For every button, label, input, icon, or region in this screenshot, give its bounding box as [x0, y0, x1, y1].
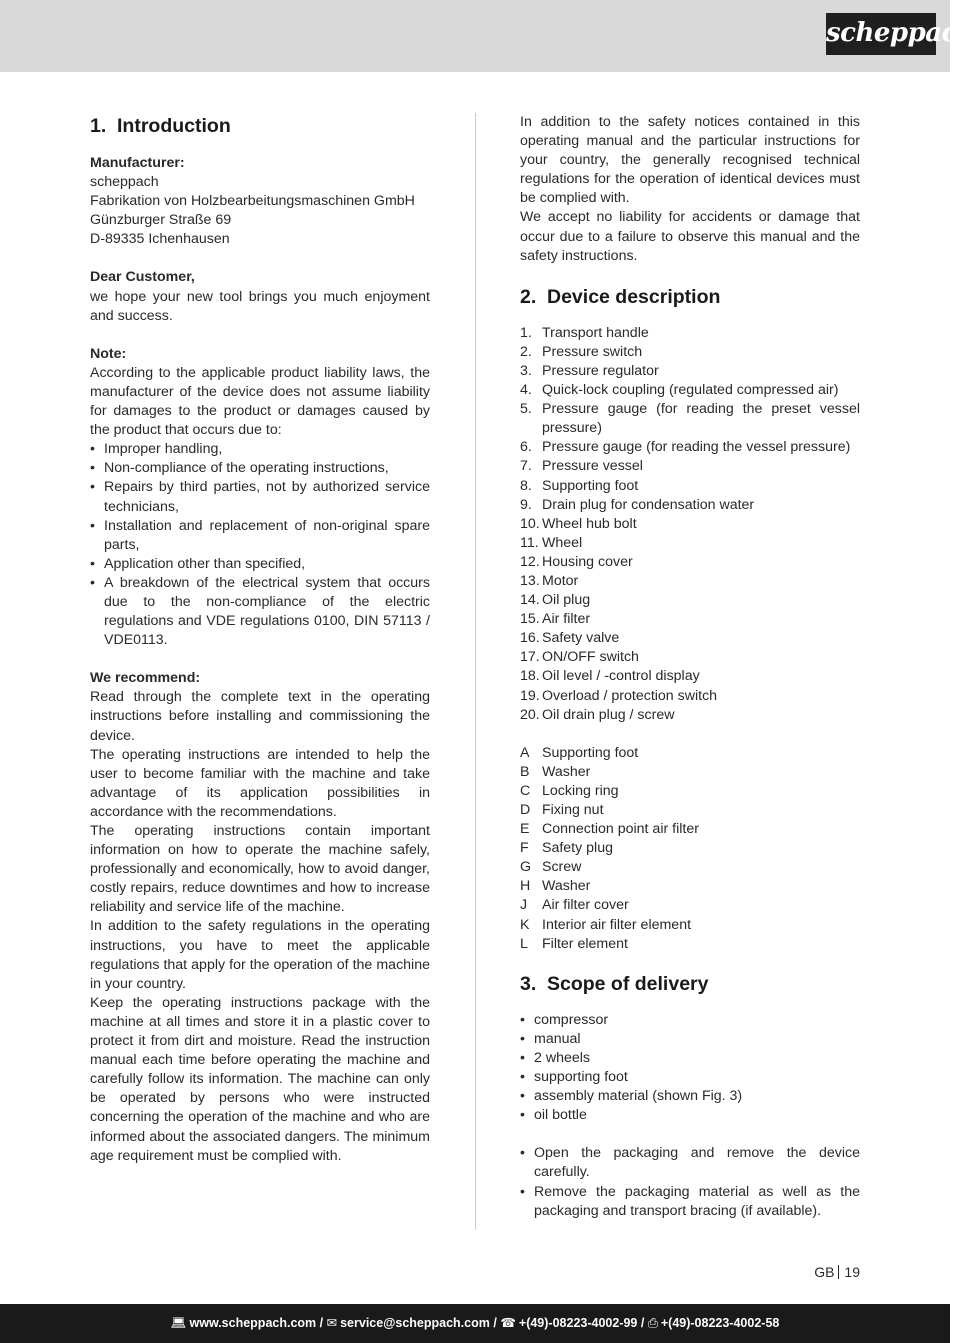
list-item-text: ON/OFF switch — [542, 649, 639, 666]
list-item — [520, 553, 860, 572]
phone-number: +(49)-08223-4002-99 — [518, 1316, 638, 1330]
header-bar — [0, 0, 975, 72]
list-item-marker: 15. — [520, 611, 540, 628]
list-item-marker: 19. — [520, 687, 540, 704]
list-item-text: Locking ring — [542, 782, 619, 799]
note-text: According to the applicable product liability laws, the manufacturer of the device does not assume liability for damages to the product or damages caused by the product that occurs due to: — [90, 364, 430, 439]
computer-icon: 💻︎ — [170, 1316, 187, 1330]
section-heading-introduction: 1. Introduction — [90, 115, 231, 137]
manufacturer-label: Manufacturer: — [90, 155, 185, 171]
list-item-text: Screw — [542, 859, 582, 876]
footer-separator: / — [319, 1316, 324, 1330]
list-item: • oil bottle — [520, 1106, 860, 1125]
list-item-text: Washer — [542, 763, 591, 780]
list-item — [520, 648, 860, 667]
list-item-marker: J — [520, 897, 528, 914]
unpacking-steps-list — [520, 1144, 860, 1220]
list-item-marker: 12. — [520, 553, 540, 570]
list-item-marker: 9. — [520, 496, 532, 513]
page-number-separator — [838, 1265, 839, 1279]
list-item-marker: 7. — [520, 458, 532, 475]
list-item — [520, 572, 860, 591]
list-item-marker: K — [520, 916, 530, 933]
list-item-text: Washer — [542, 878, 591, 895]
list-item-text: Connection point air filter — [542, 821, 699, 838]
letter-parts-list — [520, 744, 860, 954]
list-item-marker: A — [520, 744, 530, 761]
section-heading-device-description: 2. Device description — [520, 285, 721, 308]
list-item: • compressor — [520, 1011, 860, 1030]
list-item — [520, 820, 860, 839]
list-item-text: Safety plug — [542, 840, 613, 857]
list-item-text: Safety valve — [542, 630, 620, 647]
list-item-text: Oil level / -control display — [542, 668, 700, 685]
list-item — [520, 381, 860, 400]
list-item-marker: 18. — [520, 668, 540, 685]
list-item — [520, 343, 860, 362]
list-item-text: Air filter — [542, 611, 591, 628]
list-item — [520, 610, 860, 629]
list-item — [520, 438, 860, 457]
footer-separator: / — [640, 1316, 645, 1330]
note-bullet-list — [90, 440, 430, 650]
brand-logo: scheppach — [826, 13, 936, 55]
envelope-icon: ✉ — [326, 1316, 338, 1330]
list-item — [520, 858, 860, 877]
recommend-label: We recommend: — [90, 670, 201, 687]
list-item-marker: 14. — [520, 592, 540, 609]
website-link[interactable]: www.scheppach.com — [189, 1316, 317, 1330]
list-item-marker: H — [520, 878, 531, 895]
list-item — [520, 896, 860, 915]
list-item: • 2 wheels — [520, 1049, 860, 1068]
list-item-marker: 13. — [520, 572, 540, 589]
footer-separator: / — [493, 1316, 497, 1330]
list-item — [520, 687, 860, 706]
email-link[interactable]: service@scheppach.com — [340, 1316, 490, 1330]
list-item: • Installation and replacement of non-original spare parts, — [90, 517, 430, 555]
list-item: • Non-compliance of the operating instructions, — [90, 459, 430, 478]
list-item — [520, 324, 860, 343]
note-label: Note: — [90, 345, 127, 362]
list-item-text: Wheel — [542, 534, 583, 551]
list-item-text: Pressure switch — [542, 343, 643, 360]
recommend-paragraph: Read through the complete text in the operating instructions before installing and commissioning the device. — [90, 689, 430, 744]
list-item-marker: B — [520, 763, 530, 780]
manufacturer-line: scheppach — [90, 174, 159, 191]
list-item — [520, 591, 860, 610]
list-item — [520, 477, 860, 496]
list-item-text: Pressure gauge (for reading the vessel pressure) — [542, 439, 851, 456]
list-item-marker: C — [520, 782, 531, 799]
list-item-text: Transport handle — [542, 324, 649, 341]
list-item-marker: 4. — [520, 382, 532, 399]
fax-number: +(49)-08223-4002-58 — [660, 1316, 780, 1330]
liability-paragraph: We accept no liability for accidents or damage that occur due to a failure to observe this manual and the safety instructions. — [520, 209, 860, 264]
list-item: • Improper handling, — [90, 440, 430, 459]
recommend-paragraph: Keep the operating instructions package with the machine at all times and store it in a plastic cover to protect it from dirt and moisture. Read the instruction manual each time before operating the machine and carefully follow its information. The machine can only be operated by persons who were instructed concerning the operation of the machine and who are informed about the associated dangers. The minimum age requirement must be complied with. — [90, 994, 430, 1164]
list-item-marker: 16. — [520, 630, 540, 647]
list-item — [520, 877, 860, 896]
list-item — [520, 801, 860, 820]
list-item — [520, 534, 860, 553]
list-item-text: Pressure gauge (for reading the preset vessel pressure) — [542, 401, 860, 437]
list-item-text: Housing cover — [542, 553, 633, 570]
list-item: • Remove the packaging material as well as the packaging and transport bracing (if available). — [520, 1183, 860, 1221]
right-column — [520, 113, 860, 1221]
dear-customer-text: we hope your new tool brings you much enjoyment and success. — [90, 288, 430, 324]
list-item: • Open the packaging and remove the device carefully. — [520, 1144, 860, 1182]
list-item-text: Oil drain plug / screw — [542, 706, 675, 723]
list-item — [520, 362, 860, 381]
recommend-paragraph: The operating instructions contain important information on how to operate the machine safely, professionally and economically, how to avoid danger, costly repairs, reduce downtimes and how to increase reliability and service life of the machine. — [90, 823, 430, 916]
manufacturer-line: D-89335 Ichenhausen — [90, 231, 230, 248]
recommend-paragraph: In addition to the safety regulations in the operating instructions, you have to meet the applicable regulations that apply for the operation of the machine in your country. — [90, 918, 430, 992]
list-item — [520, 782, 860, 801]
list-item-text: Overload / protection switch — [542, 687, 718, 704]
list-item-marker: 20. — [520, 706, 540, 723]
list-item-marker: 1. — [520, 324, 532, 341]
list-item: • assembly material (shown Fig. 3) — [520, 1087, 860, 1106]
list-item — [520, 629, 860, 648]
list-item-text: Drain plug for condensation water — [542, 496, 755, 513]
list-item-marker: 11. — [520, 534, 539, 551]
list-item — [520, 916, 860, 935]
list-item-text: Filter element — [542, 935, 628, 952]
list-item-marker: D — [520, 802, 531, 818]
list-item — [520, 935, 860, 954]
list-item-text: Oil plug — [542, 592, 591, 609]
manufacturer-line: Fabrikation von Holzbearbeitungsmaschinen GmbH — [90, 193, 415, 210]
list-item-text: Air filter cover — [542, 897, 629, 914]
list-item — [520, 839, 860, 858]
list-item-marker: 2. — [520, 343, 532, 360]
recommend-paragraph: The operating instructions are intended to help the user to become familiar with the machine and take advantage of its application possibilities in accordance with the recommendations. — [90, 746, 430, 820]
list-item-text: Pressure regulator — [542, 362, 659, 379]
left-column — [90, 113, 430, 1166]
list-item — [520, 515, 860, 534]
column-divider — [475, 113, 476, 1230]
list-item-marker: 6. — [520, 439, 532, 456]
list-item-text: Wheel hub bolt — [542, 515, 637, 532]
page-number-value: 19 — [844, 1264, 860, 1280]
list-item — [520, 400, 860, 438]
list-item-marker: G — [520, 859, 532, 876]
list-item — [520, 744, 860, 763]
list-item-text: Supporting foot — [542, 477, 639, 494]
list-item-text: Supporting foot — [542, 744, 639, 761]
list-item: • Application other than specified, — [90, 555, 430, 574]
list-item — [520, 706, 860, 725]
list-item-text: Pressure vessel — [542, 458, 643, 475]
list-item — [520, 667, 860, 686]
list-item-marker: L — [520, 935, 528, 952]
list-item: • Repairs by third parties, not by authorized service technicians, — [90, 478, 430, 516]
list-item — [520, 763, 860, 782]
page-number — [814, 1264, 860, 1280]
list-item-marker: F — [520, 840, 529, 857]
dear-customer-label: Dear Customer, — [90, 269, 195, 286]
delivery-items-list — [520, 1011, 860, 1126]
list-item-marker: 10. — [520, 515, 540, 532]
list-item-text: Quick-lock coupling (regulated compressed air) — [542, 382, 839, 399]
manufacturer-line: Günzburger Straße 69 — [90, 212, 232, 229]
list-item: • supporting foot — [520, 1068, 860, 1087]
list-item-marker: 5. — [520, 401, 532, 418]
language-code: GB — [814, 1264, 835, 1280]
list-item-marker: 8. — [520, 477, 532, 494]
phone-icon: ☎ — [500, 1316, 516, 1330]
list-item — [520, 496, 860, 515]
safety-paragraph: In addition to the safety notices contained in this operating manual and the particular instructions for your country, the generally recognised technical regulations for the operation of identical devices must be complied with. — [520, 114, 860, 207]
footer-bar — [0, 1304, 950, 1343]
list-item: • manual — [520, 1030, 860, 1049]
list-item-text: Interior air filter element — [542, 916, 692, 933]
list-item-text: Fixing nut — [542, 802, 604, 818]
section-heading-scope-of-delivery: 3. Scope of delivery — [520, 972, 709, 995]
parts-list — [520, 324, 860, 725]
list-item: • A breakdown of the electrical system that occurs due to the non-compliance of the electric regulations and VDE regulations 0100, DIN 57113 / VDE0113. — [90, 574, 430, 650]
list-item-marker: 3. — [520, 362, 532, 379]
list-item — [520, 457, 860, 476]
list-item-text: Motor — [542, 572, 579, 589]
list-item-marker: 17. — [520, 649, 540, 666]
fax-icon: ⎙ — [647, 1316, 658, 1330]
list-item-marker: E — [520, 821, 530, 838]
